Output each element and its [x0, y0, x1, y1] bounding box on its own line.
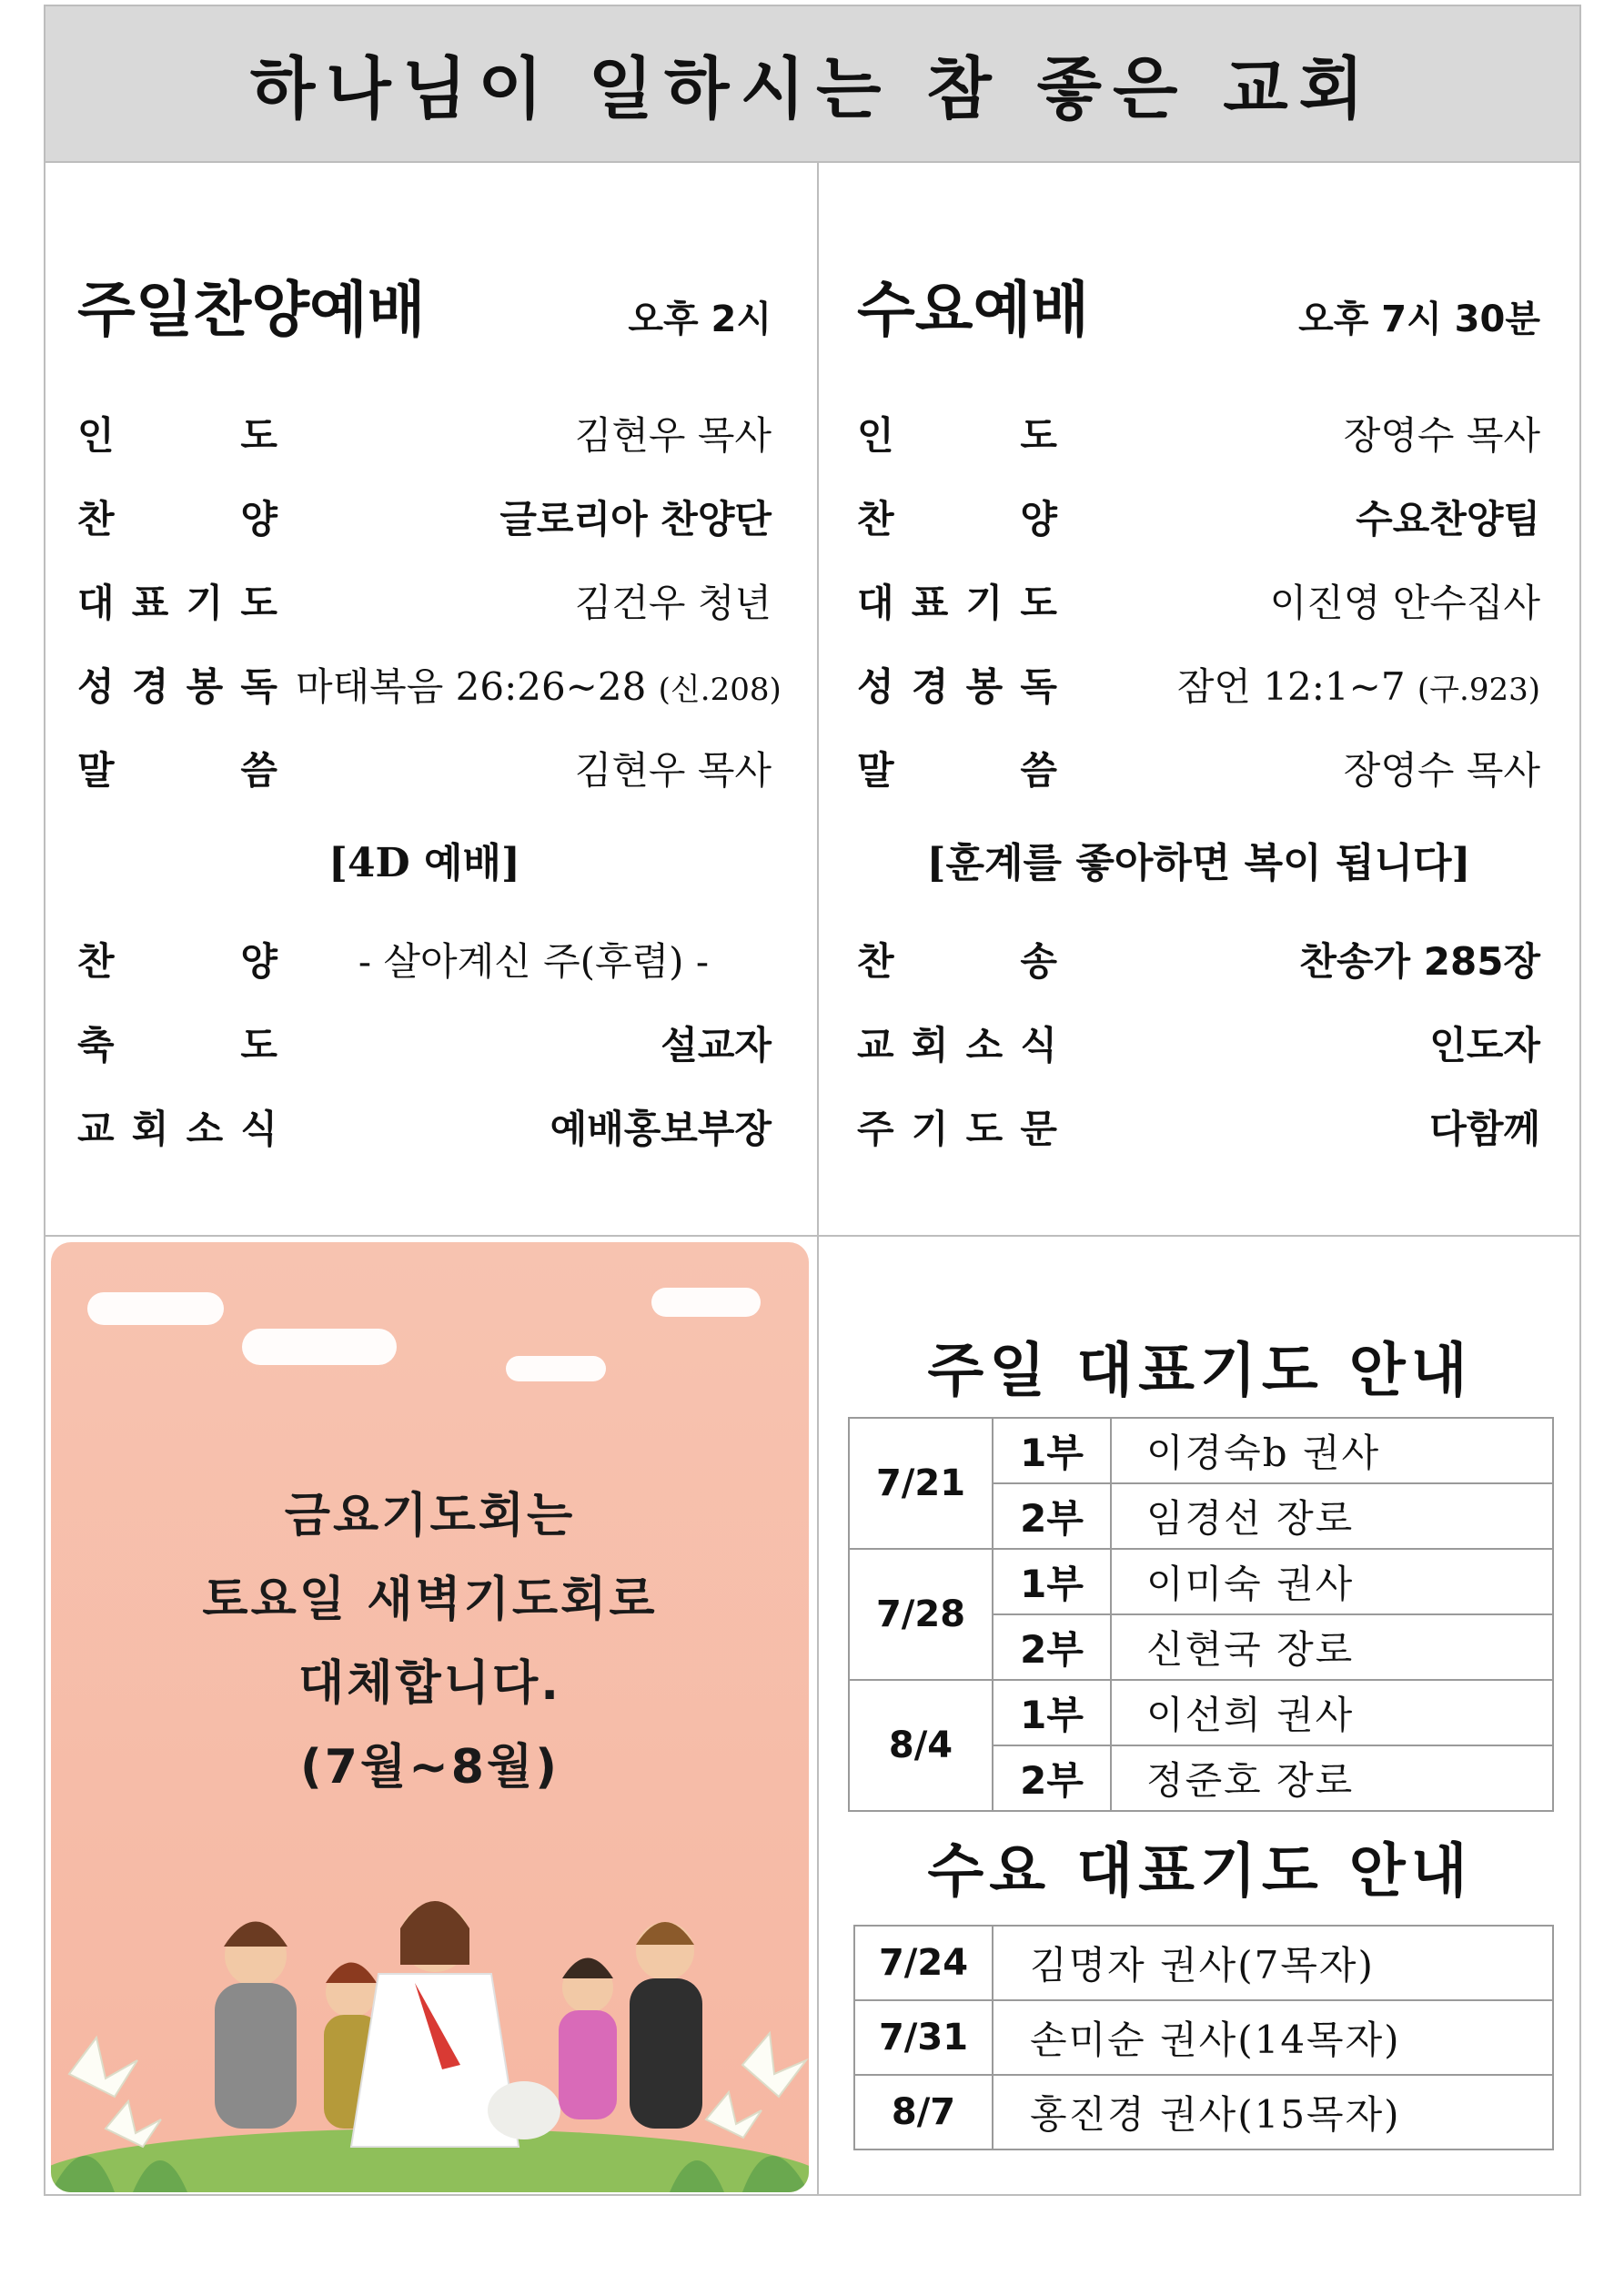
- order-label-char: 식: [1020, 1023, 1057, 1067]
- order-label-char: 문: [1020, 1107, 1057, 1151]
- order-label-char: 말: [77, 748, 115, 793]
- order-label: [857, 406, 1075, 460]
- wednesday-service-subheading: [훈계를 좋아하면 복이 됩니다]: [926, 840, 1471, 886]
- order-label-char: 독: [1020, 664, 1057, 709]
- table-row: [849, 1549, 1553, 1614]
- prayer-date: 7/31: [854, 2000, 993, 2075]
- table-row: [849, 1418, 1553, 1483]
- order-label-char: 도: [240, 581, 277, 625]
- order-label-char: 교: [77, 1107, 115, 1151]
- order-value-text: 인도자: [1429, 1023, 1540, 1067]
- order-value: [296, 657, 782, 712]
- order-label-char: 씀: [240, 748, 277, 793]
- cloud-icon: [87, 1292, 224, 1325]
- order-label-char: 기: [965, 581, 1004, 625]
- order-label-char: 소: [965, 1023, 1004, 1067]
- order-value: [1075, 741, 1540, 795]
- wednesday-service-time: 오후 7시 30분: [1298, 298, 1540, 340]
- order-value-text: 글로리아 찬양단: [499, 497, 772, 541]
- order-label-char: 도: [240, 1023, 277, 1067]
- prayer-name: 정준호 장로: [1111, 1745, 1553, 1811]
- order-label-char: 표: [131, 581, 169, 625]
- order-value-text: 장영수 목사: [1343, 748, 1540, 793]
- order-label: [857, 932, 1075, 986]
- order-label: [857, 741, 1075, 795]
- table-row: [849, 1680, 1553, 1745]
- bulletin-frame: [44, 5, 1581, 2196]
- order-label: [857, 657, 1075, 712]
- order-row: [77, 559, 772, 642]
- wednesday-service-name: 수요예배: [857, 275, 1090, 345]
- prayer-name: 김명자 권사(7목자): [993, 1926, 1553, 2000]
- order-label-char: 표: [911, 581, 949, 625]
- order-label-char: 경: [911, 664, 949, 709]
- sunday-prayer-title: 주일 대표기도 안내: [927, 1338, 1473, 1405]
- order-value: [1075, 490, 1540, 544]
- order-label-char: 말: [857, 748, 894, 793]
- wednesday-service-section: [819, 161, 1581, 1235]
- order-label-char: 도: [240, 413, 277, 458]
- order-label-char: 찬: [77, 497, 115, 541]
- sunday-service-order-2: [77, 917, 772, 1168]
- order-value-text: 수요찬양팀: [1356, 497, 1540, 541]
- order-label-char: 회: [911, 1023, 949, 1067]
- order-label: [77, 406, 296, 460]
- order-row: [857, 642, 1540, 726]
- cloud-icon: [242, 1329, 397, 1365]
- sunday-service-order: [77, 391, 782, 810]
- order-value-text: 이진영 안수집사: [1269, 581, 1540, 625]
- order-label-char: 독: [240, 664, 277, 709]
- sunday-service-header: [77, 261, 772, 348]
- order-value: [296, 932, 772, 986]
- order-value-text: 장영수 목사: [1343, 413, 1540, 458]
- order-label-char: 성: [77, 664, 115, 709]
- order-label-char: 양: [240, 497, 277, 541]
- prayer-part: 2부: [993, 1614, 1111, 1680]
- notice-line: 토요일 새벽기도회로: [202, 1573, 658, 1627]
- prayer-name: 손미순 권사(14목자): [993, 2000, 1553, 2075]
- prayer-name: 이경숙b 권사: [1111, 1418, 1553, 1483]
- praying-people-illustration: [51, 1846, 809, 2192]
- order-value-text: 김현우 목사: [574, 748, 772, 793]
- order-value-text: 설교자: [661, 1023, 772, 1067]
- order-value: [296, 573, 772, 628]
- order-label-char: 인: [857, 413, 894, 458]
- order-value: [1075, 1016, 1540, 1070]
- sunday-service-section: [45, 161, 817, 1235]
- order-label-char: 양: [240, 939, 277, 984]
- order-label-char: 도: [1020, 581, 1057, 625]
- poster-notice: [51, 1474, 809, 1809]
- order-value-note: (구.923): [1417, 672, 1540, 708]
- order-label: [77, 573, 296, 628]
- cloud-icon: [506, 1356, 606, 1381]
- order-row: [77, 1085, 772, 1168]
- wednesday-service-order-2: [857, 917, 1540, 1168]
- order-label-char: 송: [1020, 939, 1057, 984]
- order-label-char: 양: [1020, 497, 1057, 541]
- order-label: [857, 1016, 1075, 1070]
- order-row: [857, 559, 1540, 642]
- prayer-date: 7/21: [849, 1418, 993, 1549]
- order-label-char: 찬: [857, 497, 894, 541]
- order-value-text: 다함께: [1429, 1107, 1540, 1151]
- order-label-char: 대: [77, 581, 115, 625]
- order-label-char: 축: [77, 1023, 115, 1067]
- friday-prayer-poster: [51, 1242, 809, 2192]
- order-value-text: 잠언 12:1~7: [1176, 664, 1406, 709]
- order-value-text: 찬송가 285장: [1299, 939, 1540, 984]
- order-label-char: 기: [911, 1107, 949, 1151]
- order-row: [77, 917, 772, 1001]
- prayer-name: 이미숙 권사: [1111, 1549, 1553, 1614]
- order-value: [1075, 573, 1540, 628]
- order-value: [296, 1099, 772, 1154]
- order-row: [77, 391, 772, 475]
- prayer-name: 홍진경 권사(15목자): [993, 2075, 1553, 2149]
- order-row: [857, 726, 1540, 810]
- prayer-name: 이선희 권사: [1111, 1680, 1553, 1745]
- order-label-char: 식: [240, 1107, 277, 1151]
- order-label-char: 인: [77, 413, 115, 458]
- order-value: [1075, 406, 1540, 460]
- order-label-char: 씀: [1020, 748, 1057, 793]
- order-label-char: 대: [857, 581, 894, 625]
- table-row: [854, 2000, 1553, 2075]
- order-value-text: 예배홍보부장: [550, 1107, 772, 1151]
- order-label: [857, 573, 1075, 628]
- prayer-date: 7/28: [849, 1549, 993, 1680]
- wednesday-prayer-table: [853, 1925, 1554, 2150]
- order-row: [857, 917, 1540, 1001]
- order-row: [77, 1001, 772, 1085]
- prayer-name: 임경선 장로: [1111, 1483, 1553, 1549]
- order-label-char: 기: [186, 581, 224, 625]
- order-label: [77, 1099, 296, 1154]
- prayer-part: 1부: [993, 1680, 1111, 1745]
- order-value-text: 마태복음 26:26~28: [296, 664, 647, 709]
- wednesday-service-order: [857, 391, 1540, 810]
- prayer-date: 8/7: [854, 2075, 993, 2149]
- order-label-char: 찬: [77, 939, 115, 984]
- order-label-char: 찬: [857, 939, 894, 984]
- order-value: [296, 1016, 772, 1070]
- order-value: [1075, 657, 1540, 712]
- order-label: [857, 490, 1075, 544]
- notice-line: 대체합니다.: [298, 1656, 561, 1711]
- order-row: [857, 1085, 1540, 1168]
- table-row: [854, 1926, 1553, 2000]
- order-label-char: 성: [857, 664, 894, 709]
- order-label-char: 봉: [965, 664, 1004, 709]
- order-label-char: 교: [857, 1023, 894, 1067]
- order-label: [77, 1016, 296, 1070]
- order-label-char: 소: [186, 1107, 224, 1151]
- table-row: [854, 2075, 1553, 2149]
- order-label: [77, 490, 296, 544]
- cloud-icon: [651, 1288, 761, 1317]
- wednesday-service-header: [857, 261, 1540, 348]
- order-row: [77, 642, 782, 726]
- order-row: [857, 475, 1540, 559]
- sunday-service-subheading: [4D 예배]: [328, 840, 520, 886]
- order-row: [857, 1001, 1540, 1085]
- order-label-char: 도: [1020, 413, 1057, 458]
- sunday-service-time: 오후 2시: [628, 298, 772, 340]
- order-label-char: 도: [965, 1107, 1004, 1151]
- order-row: [77, 726, 772, 810]
- order-row: [77, 475, 772, 559]
- sunday-service-name: 주일찬양예배: [77, 275, 426, 345]
- prayer-name: 신현국 장로: [1111, 1614, 1553, 1680]
- order-value-note: (신.208): [658, 672, 782, 708]
- prayer-part: 2부: [993, 1483, 1111, 1549]
- order-label: [857, 1099, 1075, 1154]
- order-label: [77, 657, 296, 712]
- wednesday-prayer-title: 수요 대표기도 안내: [927, 1838, 1473, 1906]
- bulletin-header: [45, 6, 1579, 163]
- order-row: [857, 391, 1540, 475]
- order-label-char: 경: [131, 664, 169, 709]
- prayer-schedule-section: [819, 1237, 1581, 2196]
- church-slogan: 하나님이 일하시는 참 좋은 교회: [249, 50, 1376, 128]
- notice-line: (7월~8월): [300, 1740, 560, 1795]
- prayer-date: 7/24: [854, 1926, 993, 2000]
- order-label-char: 회: [131, 1107, 169, 1151]
- order-value: [1075, 1099, 1540, 1154]
- order-value: [1075, 932, 1540, 986]
- order-label-char: 봉: [186, 664, 224, 709]
- order-label: [77, 932, 296, 986]
- order-value-text: - 살아계신 주(후렴) -: [358, 939, 710, 984]
- prayer-part: 1부: [993, 1549, 1111, 1614]
- prayer-part: 2부: [993, 1745, 1111, 1811]
- order-label: [77, 741, 296, 795]
- order-label-char: 주: [857, 1107, 894, 1151]
- order-value-text: 김건우 청년: [574, 581, 772, 625]
- notice-line: 금요기도회는: [284, 1489, 576, 1543]
- order-value: [296, 406, 772, 460]
- prayer-date: 8/4: [849, 1680, 993, 1811]
- order-value: [296, 490, 772, 544]
- sunday-prayer-table: [848, 1417, 1554, 1812]
- order-value-text: 김현우 목사: [574, 413, 772, 458]
- prayer-part: 1부: [993, 1418, 1111, 1483]
- order-value: [296, 741, 772, 795]
